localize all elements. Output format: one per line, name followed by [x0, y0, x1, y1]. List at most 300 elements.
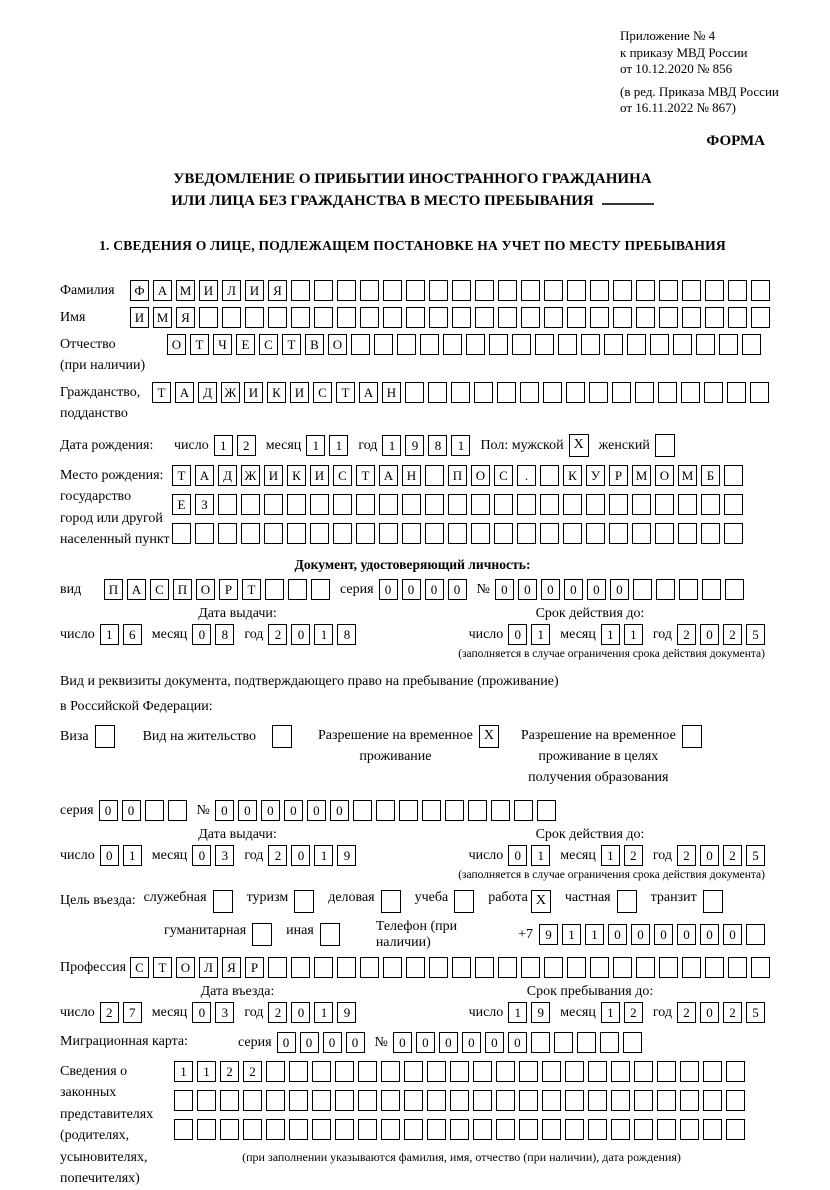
- char-box[interactable]: Н: [382, 382, 401, 403]
- char-box[interactable]: [241, 523, 260, 544]
- char-box[interactable]: Ж: [221, 382, 240, 403]
- char-box[interactable]: [657, 1119, 676, 1140]
- char-box[interactable]: 1: [451, 435, 470, 456]
- char-box[interactable]: [590, 957, 609, 978]
- char-box[interactable]: 9: [405, 435, 424, 456]
- char-box[interactable]: У: [586, 465, 605, 486]
- char-box[interactable]: [218, 523, 237, 544]
- char-box[interactable]: [268, 957, 287, 978]
- char-box[interactable]: И: [199, 280, 218, 301]
- char-box[interactable]: [312, 1119, 331, 1140]
- char-box[interactable]: [719, 334, 738, 355]
- char-box[interactable]: [519, 1090, 538, 1111]
- char-box[interactable]: [381, 1061, 400, 1082]
- char-box[interactable]: 2: [268, 1002, 287, 1023]
- char-box[interactable]: [540, 465, 559, 486]
- char-box[interactable]: 0: [323, 1032, 342, 1053]
- char-box[interactable]: А: [359, 382, 378, 403]
- char-box[interactable]: [497, 382, 516, 403]
- char-box[interactable]: [374, 334, 393, 355]
- char-box[interactable]: 9: [531, 1002, 550, 1023]
- char-box[interactable]: [519, 1061, 538, 1082]
- char-box[interactable]: С: [494, 465, 513, 486]
- char-box[interactable]: 0: [307, 800, 326, 821]
- char-box[interactable]: 1: [314, 1002, 333, 1023]
- char-box[interactable]: [404, 1119, 423, 1140]
- char-box[interactable]: Ф: [130, 280, 149, 301]
- char-box[interactable]: 0: [300, 1032, 319, 1053]
- char-box[interactable]: А: [195, 465, 214, 486]
- char-box[interactable]: [288, 579, 307, 600]
- char-box[interactable]: [496, 1119, 515, 1140]
- char-box[interactable]: С: [333, 465, 352, 486]
- char-box[interactable]: 0: [495, 579, 514, 600]
- char-box[interactable]: [635, 382, 654, 403]
- char-box[interactable]: [659, 307, 678, 328]
- char-box[interactable]: О: [328, 334, 347, 355]
- char-box[interactable]: [657, 1090, 676, 1111]
- char-box[interactable]: И: [244, 382, 263, 403]
- char-box[interactable]: Т: [172, 465, 191, 486]
- char-box[interactable]: И: [130, 307, 149, 328]
- char-box[interactable]: 9: [539, 924, 558, 945]
- char-box[interactable]: [542, 1119, 561, 1140]
- char-box[interactable]: С: [259, 334, 278, 355]
- char-box[interactable]: [632, 494, 651, 515]
- char-box[interactable]: [291, 280, 310, 301]
- char-box[interactable]: [701, 523, 720, 544]
- char-box[interactable]: [658, 382, 677, 403]
- char-box[interactable]: [613, 957, 632, 978]
- char-box[interactable]: [351, 334, 370, 355]
- char-box[interactable]: 0: [700, 845, 719, 866]
- char-box[interactable]: [358, 1119, 377, 1140]
- char-box[interactable]: [448, 523, 467, 544]
- char-box[interactable]: 0: [508, 845, 527, 866]
- char-box[interactable]: [655, 494, 674, 515]
- char-box[interactable]: О: [176, 957, 195, 978]
- char-box[interactable]: [452, 280, 471, 301]
- char-box[interactable]: [586, 523, 605, 544]
- char-box[interactable]: [172, 523, 191, 544]
- char-box[interactable]: [588, 1061, 607, 1082]
- purpose-business-checkbox[interactable]: [213, 890, 233, 913]
- char-box[interactable]: И: [310, 465, 329, 486]
- char-box[interactable]: [704, 382, 723, 403]
- char-box[interactable]: [310, 523, 329, 544]
- char-box[interactable]: [243, 1119, 262, 1140]
- char-box[interactable]: [724, 494, 743, 515]
- char-box[interactable]: 8: [215, 624, 234, 645]
- char-box[interactable]: [466, 334, 485, 355]
- char-box[interactable]: [521, 280, 540, 301]
- char-box[interactable]: 1: [601, 1002, 620, 1023]
- char-box[interactable]: 1: [314, 845, 333, 866]
- char-box[interactable]: [383, 307, 402, 328]
- char-box[interactable]: 1: [306, 435, 325, 456]
- char-box[interactable]: [383, 957, 402, 978]
- char-box[interactable]: [356, 523, 375, 544]
- char-box[interactable]: [588, 1119, 607, 1140]
- char-box[interactable]: 0: [610, 579, 629, 600]
- char-box[interactable]: [751, 280, 770, 301]
- char-box[interactable]: [682, 307, 701, 328]
- char-box[interactable]: [544, 307, 563, 328]
- char-box[interactable]: 0: [439, 1032, 458, 1053]
- char-box[interactable]: [590, 307, 609, 328]
- char-box[interactable]: [289, 1061, 308, 1082]
- char-box[interactable]: [611, 1090, 630, 1111]
- char-box[interactable]: [656, 579, 675, 600]
- char-box[interactable]: 3: [215, 1002, 234, 1023]
- char-box[interactable]: О: [167, 334, 186, 355]
- char-box[interactable]: [376, 800, 395, 821]
- char-box[interactable]: [381, 1090, 400, 1111]
- char-box[interactable]: [314, 957, 333, 978]
- char-box[interactable]: П: [448, 465, 467, 486]
- char-box[interactable]: 0: [402, 579, 421, 600]
- char-box[interactable]: [521, 957, 540, 978]
- char-box[interactable]: 2: [677, 1002, 696, 1023]
- char-box[interactable]: Ж: [241, 465, 260, 486]
- char-box[interactable]: 0: [277, 1032, 296, 1053]
- char-box[interactable]: [473, 1090, 492, 1111]
- char-box[interactable]: М: [153, 307, 172, 328]
- char-box[interactable]: [633, 579, 652, 600]
- char-box[interactable]: [174, 1119, 193, 1140]
- char-box[interactable]: [266, 1090, 285, 1111]
- char-box[interactable]: 8: [337, 624, 356, 645]
- sex-male-checkbox[interactable]: X: [569, 434, 589, 457]
- char-box[interactable]: 5: [746, 1002, 765, 1023]
- char-box[interactable]: 2: [268, 624, 287, 645]
- char-box[interactable]: [520, 382, 539, 403]
- char-box[interactable]: [468, 800, 487, 821]
- char-box[interactable]: [636, 280, 655, 301]
- char-box[interactable]: 0: [261, 800, 280, 821]
- char-box[interactable]: С: [150, 579, 169, 600]
- char-box[interactable]: 8: [428, 435, 447, 456]
- char-box[interactable]: А: [175, 382, 194, 403]
- char-box[interactable]: [335, 1061, 354, 1082]
- char-box[interactable]: [314, 280, 333, 301]
- char-box[interactable]: [450, 1061, 469, 1082]
- char-box[interactable]: [623, 1032, 642, 1053]
- char-box[interactable]: [650, 334, 669, 355]
- char-box[interactable]: [611, 1061, 630, 1082]
- char-box[interactable]: [475, 957, 494, 978]
- char-box[interactable]: [567, 307, 586, 328]
- char-box[interactable]: 9: [337, 845, 356, 866]
- char-box[interactable]: 0: [700, 624, 719, 645]
- char-box[interactable]: [696, 334, 715, 355]
- char-box[interactable]: [494, 523, 513, 544]
- char-box[interactable]: [314, 307, 333, 328]
- char-box[interactable]: 0: [462, 1032, 481, 1053]
- char-box[interactable]: [543, 382, 562, 403]
- char-box[interactable]: [245, 307, 264, 328]
- char-box[interactable]: Т: [242, 579, 261, 600]
- char-box[interactable]: [310, 494, 329, 515]
- char-box[interactable]: [358, 1061, 377, 1082]
- char-box[interactable]: [609, 494, 628, 515]
- char-box[interactable]: [356, 494, 375, 515]
- char-box[interactable]: [634, 1090, 653, 1111]
- char-box[interactable]: [589, 382, 608, 403]
- char-box[interactable]: Р: [609, 465, 628, 486]
- char-box[interactable]: [450, 1119, 469, 1140]
- char-box[interactable]: [673, 334, 692, 355]
- char-box[interactable]: 0: [677, 924, 696, 945]
- char-box[interactable]: [496, 1090, 515, 1111]
- char-box[interactable]: [360, 307, 379, 328]
- char-box[interactable]: Т: [336, 382, 355, 403]
- char-box[interactable]: [563, 523, 582, 544]
- char-box[interactable]: 0: [192, 845, 211, 866]
- char-box[interactable]: [655, 523, 674, 544]
- char-box[interactable]: [402, 523, 421, 544]
- char-box[interactable]: [535, 334, 554, 355]
- char-box[interactable]: [199, 307, 218, 328]
- char-box[interactable]: [727, 382, 746, 403]
- char-box[interactable]: [471, 494, 490, 515]
- char-box[interactable]: [174, 1090, 193, 1111]
- char-box[interactable]: И: [264, 465, 283, 486]
- char-box[interactable]: [452, 957, 471, 978]
- char-box[interactable]: [577, 1032, 596, 1053]
- char-box[interactable]: [266, 1119, 285, 1140]
- char-box[interactable]: [266, 1061, 285, 1082]
- char-box[interactable]: 0: [518, 579, 537, 600]
- char-box[interactable]: [632, 523, 651, 544]
- residence-permit-checkbox[interactable]: [272, 725, 292, 748]
- char-box[interactable]: [742, 334, 761, 355]
- char-box[interactable]: 0: [291, 1002, 310, 1023]
- char-box[interactable]: 1: [123, 845, 142, 866]
- char-box[interactable]: [427, 1061, 446, 1082]
- char-box[interactable]: 0: [346, 1032, 365, 1053]
- char-box[interactable]: [558, 334, 577, 355]
- char-box[interactable]: [452, 307, 471, 328]
- char-box[interactable]: [427, 1090, 446, 1111]
- char-box[interactable]: [725, 579, 744, 600]
- char-box[interactable]: [312, 1061, 331, 1082]
- char-box[interactable]: И: [245, 280, 264, 301]
- char-box[interactable]: [333, 494, 352, 515]
- char-box[interactable]: 0: [379, 579, 398, 600]
- char-box[interactable]: [422, 800, 441, 821]
- char-box[interactable]: М: [678, 465, 697, 486]
- char-box[interactable]: [287, 494, 306, 515]
- char-box[interactable]: [680, 1090, 699, 1111]
- char-box[interactable]: [450, 1090, 469, 1111]
- char-box[interactable]: Я: [268, 280, 287, 301]
- char-box[interactable]: О: [655, 465, 674, 486]
- char-box[interactable]: 9: [337, 1002, 356, 1023]
- char-box[interactable]: 5: [746, 845, 765, 866]
- char-box[interactable]: [404, 1061, 423, 1082]
- char-box[interactable]: [353, 800, 372, 821]
- char-box[interactable]: [600, 1032, 619, 1053]
- char-box[interactable]: [728, 957, 747, 978]
- char-box[interactable]: [678, 523, 697, 544]
- char-box[interactable]: [612, 382, 631, 403]
- char-box[interactable]: 6: [123, 624, 142, 645]
- char-box[interactable]: 1: [214, 435, 233, 456]
- char-box[interactable]: 1: [197, 1061, 216, 1082]
- char-box[interactable]: [197, 1090, 216, 1111]
- char-box[interactable]: [379, 523, 398, 544]
- char-box[interactable]: [517, 494, 536, 515]
- char-box[interactable]: [703, 1061, 722, 1082]
- purpose-study-checkbox[interactable]: [454, 890, 474, 913]
- char-box[interactable]: [604, 334, 623, 355]
- char-box[interactable]: [451, 382, 470, 403]
- char-box[interactable]: К: [563, 465, 582, 486]
- char-box[interactable]: [679, 579, 698, 600]
- char-box[interactable]: 1: [601, 624, 620, 645]
- char-box[interactable]: [512, 334, 531, 355]
- char-box[interactable]: [360, 957, 379, 978]
- char-box[interactable]: [291, 307, 310, 328]
- char-box[interactable]: [473, 1119, 492, 1140]
- char-box[interactable]: [613, 307, 632, 328]
- purpose-work-checkbox[interactable]: X: [531, 890, 551, 913]
- char-box[interactable]: [333, 523, 352, 544]
- char-box[interactable]: [220, 1119, 239, 1140]
- char-box[interactable]: 2: [677, 624, 696, 645]
- purpose-tourism-checkbox[interactable]: [294, 890, 314, 913]
- char-box[interactable]: Р: [245, 957, 264, 978]
- char-box[interactable]: [726, 1119, 745, 1140]
- char-box[interactable]: [703, 1090, 722, 1111]
- char-box[interactable]: 0: [631, 924, 650, 945]
- char-box[interactable]: [519, 1119, 538, 1140]
- char-box[interactable]: Я: [176, 307, 195, 328]
- char-box[interactable]: [498, 280, 517, 301]
- char-box[interactable]: [703, 1119, 722, 1140]
- char-box[interactable]: 2: [723, 624, 742, 645]
- char-box[interactable]: 0: [330, 800, 349, 821]
- char-box[interactable]: 2: [723, 845, 742, 866]
- char-box[interactable]: [379, 494, 398, 515]
- char-box[interactable]: 0: [291, 845, 310, 866]
- char-box[interactable]: Д: [198, 382, 217, 403]
- char-box[interactable]: Т: [152, 382, 171, 403]
- char-box[interactable]: [220, 1090, 239, 1111]
- char-box[interactable]: 1: [508, 1002, 527, 1023]
- char-box[interactable]: [337, 957, 356, 978]
- char-box[interactable]: Н: [402, 465, 421, 486]
- char-box[interactable]: [289, 1090, 308, 1111]
- char-box[interactable]: 2: [624, 1002, 643, 1023]
- char-box[interactable]: 0: [541, 579, 560, 600]
- char-box[interactable]: [291, 957, 310, 978]
- char-box[interactable]: [474, 382, 493, 403]
- char-box[interactable]: 0: [291, 624, 310, 645]
- char-box[interactable]: 2: [723, 1002, 742, 1023]
- char-box[interactable]: [680, 1061, 699, 1082]
- char-box[interactable]: М: [176, 280, 195, 301]
- char-box[interactable]: [264, 523, 283, 544]
- char-box[interactable]: [406, 280, 425, 301]
- char-box[interactable]: 2: [268, 845, 287, 866]
- char-box[interactable]: О: [196, 579, 215, 600]
- char-box[interactable]: [406, 307, 425, 328]
- char-box[interactable]: [429, 307, 448, 328]
- char-box[interactable]: А: [127, 579, 146, 600]
- char-box[interactable]: [425, 523, 444, 544]
- char-box[interactable]: 0: [654, 924, 673, 945]
- char-box[interactable]: Т: [282, 334, 301, 355]
- char-box[interactable]: 1: [624, 624, 643, 645]
- char-box[interactable]: [590, 280, 609, 301]
- char-box[interactable]: [588, 1090, 607, 1111]
- char-box[interactable]: [448, 494, 467, 515]
- char-box[interactable]: [746, 924, 765, 945]
- char-box[interactable]: [337, 307, 356, 328]
- purpose-transit-checkbox[interactable]: [703, 890, 723, 913]
- char-box[interactable]: [312, 1090, 331, 1111]
- char-box[interactable]: 0: [608, 924, 627, 945]
- char-box[interactable]: [429, 280, 448, 301]
- char-box[interactable]: 0: [485, 1032, 504, 1053]
- char-box[interactable]: 0: [192, 624, 211, 645]
- char-box[interactable]: 0: [192, 1002, 211, 1023]
- char-box[interactable]: [498, 957, 517, 978]
- char-box[interactable]: 2: [220, 1061, 239, 1082]
- purpose-other-checkbox[interactable]: [320, 923, 340, 946]
- visa-checkbox[interactable]: [95, 725, 115, 748]
- char-box[interactable]: 0: [122, 800, 141, 821]
- char-box[interactable]: О: [471, 465, 490, 486]
- char-box[interactable]: [404, 1090, 423, 1111]
- char-box[interactable]: [542, 1061, 561, 1082]
- char-box[interactable]: [521, 307, 540, 328]
- char-box[interactable]: [360, 280, 379, 301]
- char-box[interactable]: [540, 494, 559, 515]
- char-box[interactable]: [517, 523, 536, 544]
- char-box[interactable]: [427, 1119, 446, 1140]
- char-box[interactable]: [682, 957, 701, 978]
- char-box[interactable]: [168, 800, 187, 821]
- char-box[interactable]: [678, 494, 697, 515]
- char-box[interactable]: [287, 523, 306, 544]
- char-box[interactable]: [751, 957, 770, 978]
- char-box[interactable]: Л: [222, 280, 241, 301]
- char-box[interactable]: [443, 334, 462, 355]
- char-box[interactable]: Т: [356, 465, 375, 486]
- char-box[interactable]: 2: [237, 435, 256, 456]
- char-box[interactable]: [335, 1119, 354, 1140]
- char-box[interactable]: 1: [100, 624, 119, 645]
- char-box[interactable]: 0: [508, 624, 527, 645]
- char-box[interactable]: 0: [587, 579, 606, 600]
- char-box[interactable]: 7: [123, 1002, 142, 1023]
- char-box[interactable]: К: [267, 382, 286, 403]
- char-box[interactable]: [581, 334, 600, 355]
- char-box[interactable]: [402, 494, 421, 515]
- char-box[interactable]: 0: [700, 1002, 719, 1023]
- char-box[interactable]: [243, 1090, 262, 1111]
- char-box[interactable]: 0: [393, 1032, 412, 1053]
- char-box[interactable]: 1: [531, 845, 550, 866]
- char-box[interactable]: [636, 957, 655, 978]
- char-box[interactable]: [406, 957, 425, 978]
- char-box[interactable]: [544, 280, 563, 301]
- char-box[interactable]: С: [313, 382, 332, 403]
- char-box[interactable]: [554, 1032, 573, 1053]
